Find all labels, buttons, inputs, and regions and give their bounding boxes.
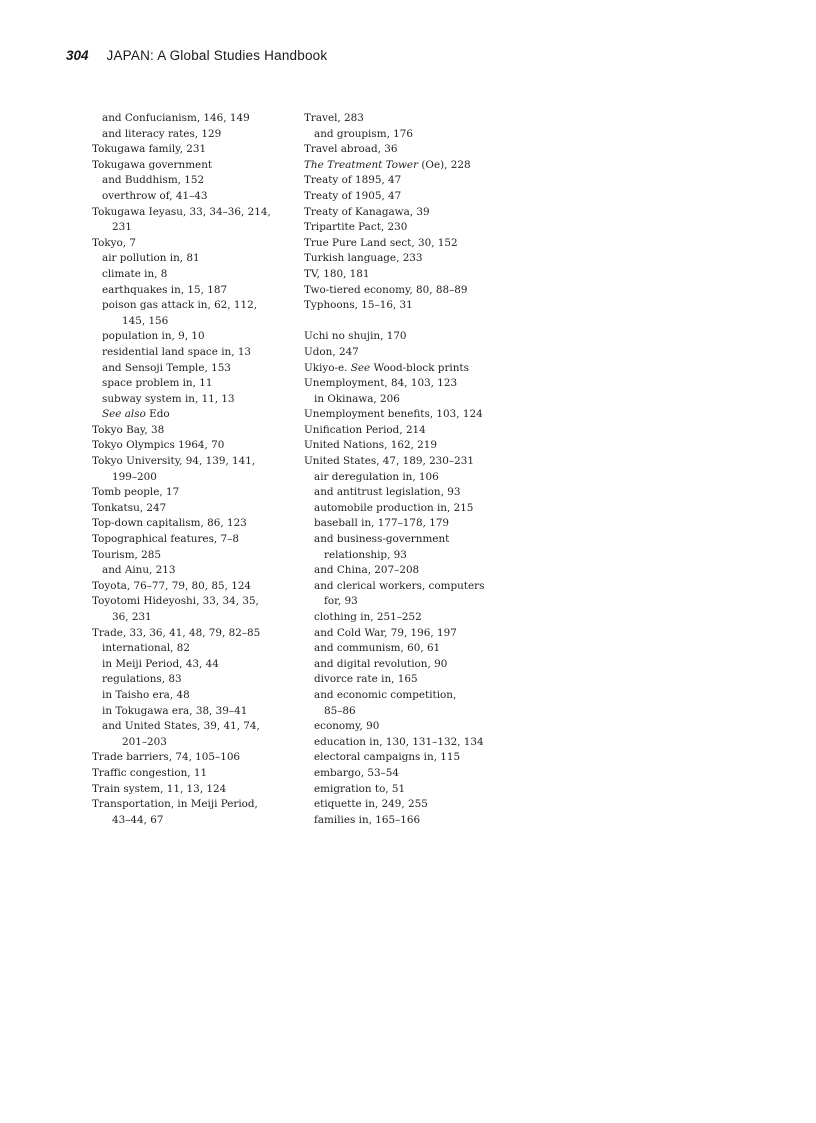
entry-text: international, 82 <box>102 642 190 655</box>
index-subentry <box>304 735 514 751</box>
entry-text: residential land space in, 13 <box>102 345 252 358</box>
entry-text: and communism, 60, 61 <box>314 642 441 655</box>
entry-text: baseball in, 177–178, 179 <box>314 517 450 530</box>
index-subentry <box>304 797 514 813</box>
entry-text: poison gas attack in, 62, 112, <box>102 299 258 312</box>
index-subentry <box>92 392 292 408</box>
entry-text: and Buddhism, 152 <box>102 174 205 187</box>
entry-text: Typhoons, 15–16, 31 <box>304 299 413 312</box>
index-entry <box>92 158 292 174</box>
book-title: JAPAN: A Global Studies Handbook <box>106 48 328 63</box>
entry-text: (Oe), 228 <box>418 158 471 171</box>
index-entry <box>92 548 292 564</box>
index-subentry <box>92 345 292 361</box>
entry-text: and China, 207–208 <box>314 564 420 577</box>
index-entry <box>304 142 514 158</box>
entry-text: and Confucianism, 146, 149 <box>102 112 250 124</box>
index-entry <box>304 283 514 299</box>
index-entry <box>304 205 514 221</box>
index-subentry <box>92 735 292 751</box>
entry-text: 36, 231 <box>112 611 152 623</box>
index-subentry <box>304 657 514 673</box>
entry-text: Uchi no shujin, 170 <box>304 330 407 343</box>
index-subentry <box>92 173 292 189</box>
index-entry <box>92 579 292 595</box>
index-subentry <box>92 267 292 283</box>
index-entry <box>92 750 292 766</box>
index-subentry <box>92 657 292 673</box>
entry-text: clothing in, 251–252 <box>314 611 422 623</box>
index-subentry <box>92 704 292 720</box>
entry-text: emigration to, 51 <box>314 782 406 795</box>
entry-text: Trade barriers, 74, 105–106 <box>92 751 241 764</box>
index-subentry <box>304 766 514 782</box>
entry-text: Tokugawa family, 231 <box>92 143 207 156</box>
entry-text: True Pure Land sect, 30, 152 <box>304 236 458 249</box>
index-subentry <box>92 719 292 735</box>
entry-text: Transportation, in Meiji Period, <box>92 798 258 811</box>
index-entry <box>304 423 514 439</box>
entry-text: etiquette in, 249, 255 <box>314 798 428 811</box>
index-letter-gap <box>304 314 514 330</box>
entry-text: climate in, 8 <box>102 267 168 280</box>
index-entry <box>92 236 292 252</box>
entry-text: Toyotomi Hideyoshi, 33, 34, 35, <box>92 595 259 608</box>
index-column-left <box>92 111 292 828</box>
index-subentry <box>304 626 514 642</box>
index-subentry <box>304 672 514 688</box>
index-entry <box>92 626 292 642</box>
entry-text: in Meiji Period, 43, 44 <box>102 657 219 670</box>
index-entry <box>304 345 514 361</box>
index-subentry <box>92 189 292 205</box>
entry-text: air deregulation in, 106 <box>314 470 439 483</box>
index-subentry <box>92 127 292 143</box>
entry-text: space problem in, 11 <box>102 377 213 390</box>
index-subentry <box>92 672 292 688</box>
index-subentry <box>304 719 514 735</box>
index-entry <box>304 298 514 314</box>
index-entry <box>92 766 292 782</box>
entry-text: and Ainu, 213 <box>102 564 176 577</box>
index-subentry <box>92 220 292 236</box>
entry-text: Train system, 11, 13, 124 <box>92 782 227 795</box>
index-subentry <box>92 813 292 829</box>
italic-text: See also <box>102 408 146 421</box>
index-entry <box>304 236 514 252</box>
entry-text: 43–44, 67 <box>112 813 164 826</box>
entry-text: Tomb people, 17 <box>92 486 180 499</box>
index-subentry <box>92 111 292 127</box>
index-entry <box>304 438 514 454</box>
index-entry <box>92 485 292 501</box>
index-entry <box>304 361 514 377</box>
index-subentry <box>304 782 514 798</box>
entry-text: Ukiyo-e. <box>304 361 351 374</box>
entry-text: automobile production in, 215 <box>314 501 474 514</box>
index-subentry <box>304 548 514 564</box>
entry-text: Tourism, 285 <box>92 548 161 561</box>
entry-text: Tokyo Bay, 38 <box>92 423 165 436</box>
index-subentry <box>304 501 514 517</box>
index-entry <box>92 532 292 548</box>
entry-text: 199–200 <box>112 470 157 483</box>
entry-text-tail: Wood-block prints <box>370 361 469 374</box>
index-subentry <box>304 392 514 408</box>
entry-text: Tokugawa government <box>92 158 213 171</box>
entry-text: Tripartite Pact, 230 <box>304 221 408 234</box>
entry-text: economy, 90 <box>314 720 380 733</box>
entry-text: Top-down capitalism, 86, 123 <box>92 517 247 530</box>
index-subentry <box>304 688 514 704</box>
index-subentry <box>304 470 514 486</box>
index-entry <box>304 189 514 205</box>
entry-text: in Tokugawa era, 38, 39–41 <box>102 704 248 717</box>
entry-text: and business-government <box>314 533 450 546</box>
entry-text: Topographical features, 7–8 <box>92 533 239 546</box>
entry-text: Treaty of 1895, 47 <box>304 174 402 187</box>
index-subentry <box>304 127 514 143</box>
entry-text: and United States, 39, 41, 74, <box>102 720 260 733</box>
entry-text: embargo, 53–54 <box>314 766 399 779</box>
entry-text: and Cold War, 79, 196, 197 <box>314 626 457 639</box>
entry-text: United Nations, 162, 219 <box>304 439 437 452</box>
index-subentry <box>92 251 292 267</box>
index-entry <box>92 438 292 454</box>
index-subentry <box>304 485 514 501</box>
entry-text: TV, 180, 181 <box>304 267 370 280</box>
entry-text: Tokyo Olympics 1964, 70 <box>92 439 225 452</box>
index-subentry <box>92 314 292 330</box>
running-header <box>66 48 327 63</box>
index-entry <box>92 423 292 439</box>
index-entry <box>92 797 292 813</box>
entry-text: for, 93 <box>324 595 358 608</box>
page-number: 304 <box>66 48 89 63</box>
index-entry <box>304 111 514 127</box>
entry-text: families in, 165–166 <box>314 813 421 826</box>
entry-text: and digital revolution, 90 <box>314 657 448 670</box>
index-entry <box>92 454 292 470</box>
entry-text: Travel abroad, 36 <box>304 143 398 156</box>
index-entry <box>92 782 292 798</box>
index-subentry <box>304 750 514 766</box>
entry-text: Toyota, 76–77, 79, 80, 85, 124 <box>92 579 252 592</box>
entry-text: 85–86 <box>324 704 356 717</box>
entry-text: Treaty of 1905, 47 <box>304 189 402 202</box>
index-subentry <box>304 579 514 595</box>
index-subentry <box>304 532 514 548</box>
entry-text: Turkish language, 233 <box>304 252 423 265</box>
entry-text: Unification Period, 214 <box>304 423 426 436</box>
entry-text: United States, 47, 189, 230–231 <box>304 455 474 468</box>
entry-text: and Sensoji Temple, 153 <box>102 361 231 374</box>
index-subentry <box>92 563 292 579</box>
entry-text: overthrow of, 41–43 <box>102 189 208 202</box>
entry-text: and literacy rates, 129 <box>102 127 222 140</box>
entry-text: education in, 130, 131–132, 134 <box>314 735 484 748</box>
entry-text: in Taisho era, 48 <box>102 688 190 701</box>
index-entry <box>304 158 514 174</box>
index-subentry <box>92 641 292 657</box>
index-subentry <box>92 376 292 392</box>
entry-text: Unemployment benefits, 103, 124 <box>304 408 483 421</box>
entry-text: population in, 9, 10 <box>102 330 205 343</box>
index-subentry <box>92 329 292 345</box>
entry-text: 231 <box>112 221 132 234</box>
italic-text: The Treatment Tower <box>304 158 419 171</box>
index-subentry <box>304 813 514 829</box>
index-entry <box>92 516 292 532</box>
entry-text: and economic competition, <box>314 688 457 701</box>
index-subentry <box>92 610 292 626</box>
entry-text: Two-tiered economy, 80, 88–89 <box>304 283 468 296</box>
index-subentry <box>304 610 514 626</box>
index-subentry <box>304 704 514 720</box>
entry-text: Tokugawa Ieyasu, 33, 34–36, 214, <box>92 205 271 218</box>
index-entry <box>304 220 514 236</box>
index-entry <box>304 251 514 267</box>
index-subentry <box>304 594 514 610</box>
entry-text: relationship, 93 <box>324 548 407 561</box>
index-entry <box>92 142 292 158</box>
index-subentry <box>92 298 292 314</box>
index-entry <box>92 205 292 221</box>
entry-text: 201–203 <box>122 735 167 748</box>
index-entry <box>304 407 514 423</box>
entry-text: divorce rate in, 165 <box>314 673 418 686</box>
index-subentry <box>92 361 292 377</box>
index-entry <box>304 329 514 345</box>
entry-text: Tokyo University, 94, 139, 141, <box>92 455 256 468</box>
index-subentry <box>304 641 514 657</box>
entry-text: in Okinawa, 206 <box>314 392 400 405</box>
entry-text: Udon, 247 <box>304 345 359 358</box>
entry-text: air pollution in, 81 <box>102 252 200 265</box>
index-entry <box>92 594 292 610</box>
entry-text: regulations, 83 <box>102 673 182 686</box>
entry-text: Tokyo, 7 <box>92 236 137 249</box>
entry-text: and groupism, 176 <box>314 127 414 140</box>
entry-text: subway system in, 11, 13 <box>102 392 235 405</box>
entry-text: Tonkatsu, 247 <box>92 501 167 514</box>
entry-text: Treaty of Kanagawa, 39 <box>304 205 430 218</box>
index-entry <box>304 267 514 283</box>
index-entry <box>304 454 514 470</box>
index-subentry <box>92 283 292 299</box>
entry-text: and antitrust legislation, 93 <box>314 486 461 499</box>
index-column-right <box>304 111 514 828</box>
entry-text: Edo <box>145 408 170 421</box>
entry-text: Trade, 33, 36, 41, 48, 79, 82–85 <box>92 626 261 639</box>
index-subentry <box>92 688 292 704</box>
entry-text: Travel, 283 <box>304 112 364 124</box>
index-subentry <box>92 470 292 486</box>
index-entry <box>304 376 514 392</box>
entry-text: and clerical workers, computers <box>314 579 485 592</box>
entry-text: Traffic congestion, 11 <box>92 766 208 779</box>
entry-text: electoral campaigns in, 115 <box>314 751 461 764</box>
index-entry <box>304 173 514 189</box>
index-subentry <box>304 516 514 532</box>
entry-text: 145, 156 <box>122 314 169 327</box>
italic-text: See <box>350 361 371 374</box>
index-subentry <box>304 563 514 579</box>
index-subentry <box>92 407 292 423</box>
entry-text: earthquakes in, 15, 187 <box>102 283 228 296</box>
entry-text: Unemployment, 84, 103, 123 <box>304 377 458 390</box>
index-entry <box>92 501 292 517</box>
